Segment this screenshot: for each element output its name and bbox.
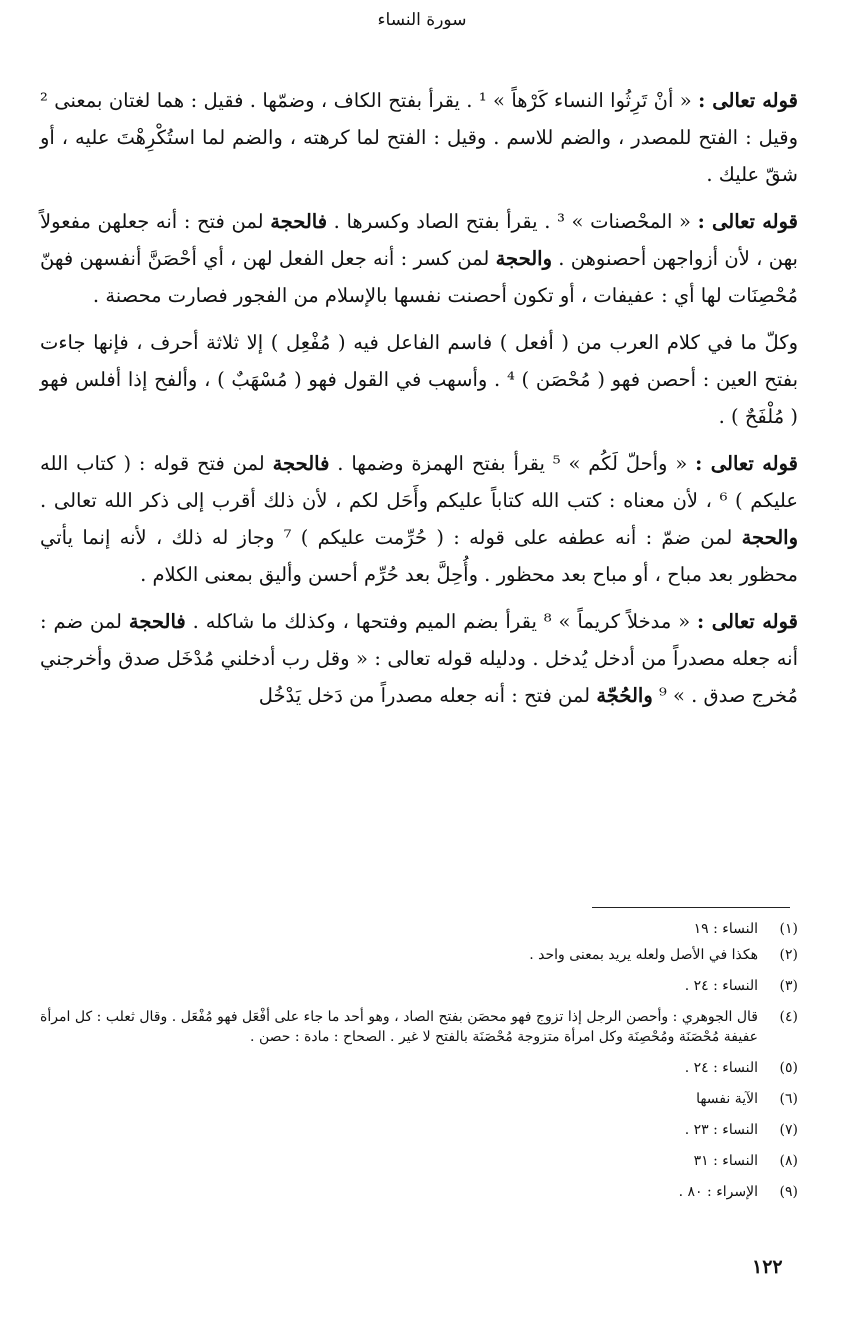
paragraph-text: لمن كسر : أنه جعل الفعل لهن ، أي أحْصَنَّ أنفسهن فهنّ مُحْصِنَات لها أي : عفيفات ، أو تكون أحصنت نفسها بالإسلام من الفجور فصارت محصنة . (40, 247, 798, 307)
paragraph-text: لمن فتح قوله : ( كتاب الله عليكم ) ⁶ ، لأن معناه : كتب الله كتاباً عليكم وأَحَل لكم ، لأن ذلك أقرب إلى ذكر الله تعالى . (40, 452, 798, 512)
paragraph-5 (40, 603, 798, 714)
footnote-text: الإسراء : ٨٠ . (678, 1184, 758, 1200)
footnote-item (40, 976, 798, 996)
paragraph-text: لمن ضم : أنه جعله مصدراً من أدخل يُدخل . ودليله قوله تعالى : « وقل رب أدخلني مُدْخَل صدق وأخرجني مُخرج صدق . » ⁹ (40, 610, 798, 707)
footnote-item (40, 1089, 798, 1109)
footnote-text: قال الجوهري : وأحصن الرجل إذا تزوج فهو محصَن بفتح الصاد ، وهو أحد ما جاء على أفْعَل فهو مُفْعَل . وقال ثعلب : كل امرأة عفيفة مُحْصَنَة ومُحْصِنَة وكل امرأة متزوجة مُحْصَنَة بالفتح لا غير . الصحاح : مادة : حصن . (40, 1009, 758, 1045)
main-text (40, 82, 798, 724)
footnote-number: (١) (779, 921, 798, 937)
footnote-number: (٨) (779, 1153, 798, 1169)
paragraph-text: « مدخلاً كريماً » ⁸ يقرأ بضم الميم وفتحها ، وكذلك ما شاكله . (185, 610, 698, 633)
footnote-text: هكذا في الأصل ولعله يريد بمعنى واحد . (529, 947, 758, 963)
paragraph-text: لمن فتح : أنه جعلهن مفعولاً بهن ، لأن أزواجهن أحصنوهن . (40, 210, 798, 270)
footnotes (40, 919, 798, 1213)
footnote-text: النساء : ٣١ (693, 1153, 758, 1169)
footnote-number: (٦) (779, 1091, 798, 1107)
footnote-number: (٥) (779, 1060, 798, 1076)
verse-lead: قوله تعالى : (697, 610, 798, 633)
verse-lead: قوله تعالى : (695, 452, 799, 475)
argument-term: فالحجة (272, 452, 330, 475)
paragraph-4 (40, 445, 798, 593)
footnote-number: (٧) (779, 1122, 798, 1138)
paragraph-1 (40, 82, 798, 193)
verse-lead: قوله تعالى : (698, 89, 798, 112)
footnote-text: الآية نفسها (696, 1091, 758, 1107)
paragraph-text: « أنْ تَرِثُوا النساء كَرْهاً » ¹ . يقرأ بفتح الكاف ، وضمّها . فقيل : هما لغتان بمعنى ² وقيل : الفتح للمصدر ، والضم للاسم . وقيل : الفتح لما كرهته ، والضم لما استُكْرِهْتَ عليه ، أو شقّ عليك . (40, 89, 798, 186)
argument-term: والحجة (741, 526, 798, 549)
paragraph-3 (40, 324, 798, 435)
argument-term: فالحجة (128, 610, 186, 633)
argument-term: والحجة (495, 247, 552, 270)
running-header: سورة النساء (377, 10, 467, 30)
footnote-text: النساء : ٢٣ . (684, 1122, 758, 1138)
argument-term: والحُجّة (596, 684, 653, 707)
paragraph-text: وكلّ ما في كلام العرب من ( أفعل ) فاسم الفاعل فيه ( مُفْعِل ) إلا ثلاثة أحرف ، فإنها جاءت بفتح العين : أحصن فهو ( مُحْصَن ) ⁴ . وأسهب في القول فهو ( مُسْهَبٌ ) ، وألفح إذا أفلس فهو ( مُلْفَحٌ ) . (40, 331, 798, 428)
footnote-item (40, 1151, 798, 1171)
footnote-text: النساء : ٢٤ . (684, 978, 758, 994)
footnote-divider (592, 907, 790, 908)
footnote-number: (٣) (779, 978, 798, 994)
paragraph-text: لمن فتح : أنه جعله مصدراً من دَخل يَدْخُل (258, 684, 597, 707)
footnote-number: (٢) (779, 947, 798, 963)
footnote-item (40, 1058, 798, 1078)
footnote-item (40, 1007, 798, 1047)
argument-term: فالحجة (270, 210, 328, 233)
paragraph-text: « وأحلّ لَكُم » ⁵ يقرأ بفتح الهمزة وضمها . (329, 452, 696, 475)
paragraph-2 (40, 203, 798, 314)
footnote-number: (٩) (779, 1184, 798, 1200)
footnote-item (40, 945, 798, 965)
footnote-item (40, 919, 798, 939)
footnote-number: (٤) (779, 1009, 798, 1025)
paragraph-text: « المحْصنات » ³ . يقرأ بفتح الصاد وكسرها . (327, 210, 698, 233)
page-number: ١٢٢ (752, 1256, 783, 1278)
paragraph-text: لمن ضمّ : أنه عطفه على قوله : ( حُرِّمت عليكم ) ⁷ وجاز له ذلك ، لأنه إنما يأتي محظور بعد مباح ، أو مباح بعد محظور . وأُحِلَّ بعد حُرِّم أحسن وأليق بمعنى الكلام . (40, 526, 798, 586)
footnote-item (40, 1182, 798, 1202)
footnote-text: النساء : ١٩ (693, 921, 758, 937)
verse-lead: قوله تعالى : (697, 210, 798, 233)
footnote-item (40, 1120, 798, 1140)
footnote-text: النساء : ٢٤ . (684, 1060, 758, 1076)
